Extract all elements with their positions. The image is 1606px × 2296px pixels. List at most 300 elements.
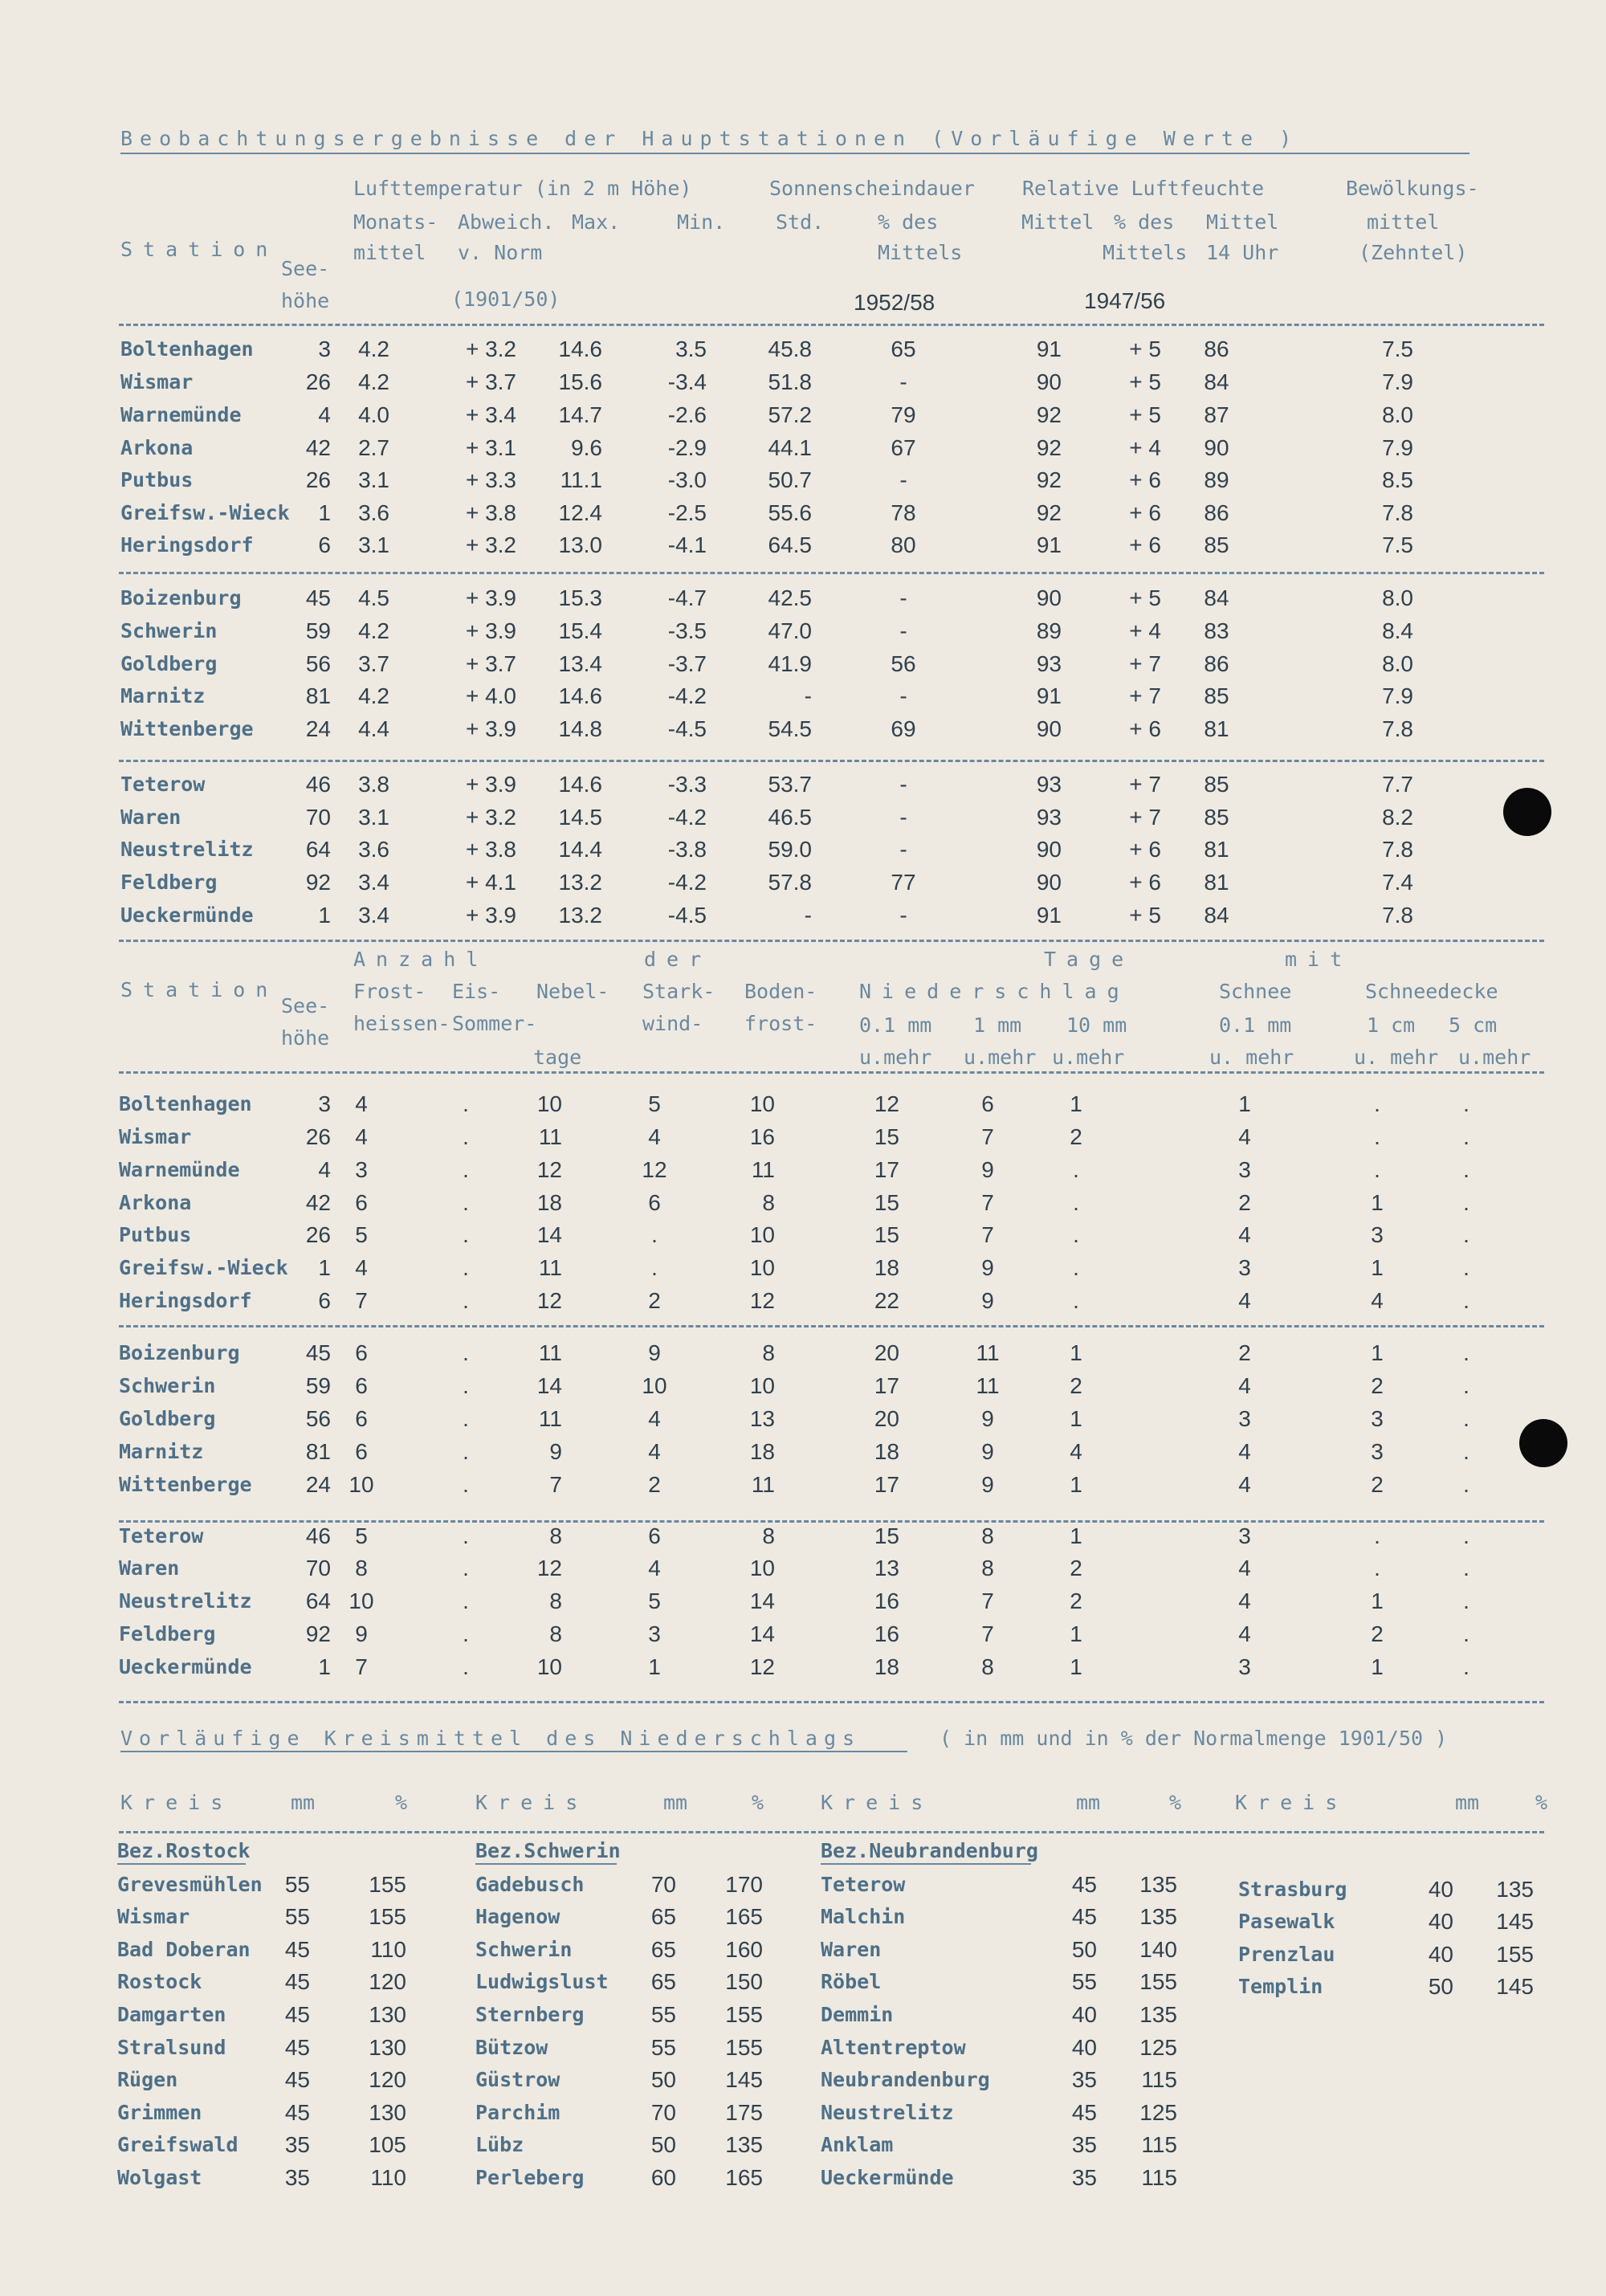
header-sonnen-period: 1952/58 (854, 290, 935, 315)
cell-abweichung: + 4.0 (465, 683, 516, 708)
cell-monatsmittel: 4.2 (358, 618, 389, 643)
cell-eistage: . (463, 1288, 469, 1313)
cell-eistage: . (463, 1091, 469, 1116)
cell-rel-abweichung: + 4 (1129, 618, 1161, 643)
cell-frosttage: 4 (355, 1255, 368, 1280)
cell-max: 13.2 (558, 903, 602, 928)
cell-max: 13.2 (558, 870, 602, 895)
cell-mittel-14uhr: 85 (1204, 772, 1229, 797)
cell-frosttage: 6 (355, 1373, 368, 1398)
cell-schnee-01mm: 4 (1238, 1373, 1251, 1398)
station-seehoehe: 42 (305, 435, 331, 460)
cell-bewoelkung: 7.8 (1382, 903, 1413, 928)
cell-nebeltage: 11 (538, 1124, 562, 1149)
cell-niederschlag-01mm: 22 (874, 1288, 899, 1313)
header-monatsmittel-1: Monats- (353, 210, 438, 234)
cell-niederschlag-1mm: 6 (981, 1091, 994, 1116)
cell-niederschlag-01mm: 20 (874, 1406, 899, 1431)
cell-bodenfrosttage: 14 (749, 1588, 775, 1613)
station-name: Waren (120, 805, 181, 829)
cell-niederschlag-1mm: 9 (981, 1157, 994, 1182)
header-mittel14-2: 14 Uhr (1206, 241, 1279, 264)
cell-niederschlag-1mm: 9 (981, 1255, 994, 1280)
cell-schneedecke-5cm: . (1463, 1654, 1469, 1679)
cell-frosttage: 6 (355, 1190, 368, 1215)
cell-eistage: . (463, 1472, 469, 1497)
cell-niederschlag-01mm: 15 (874, 1222, 899, 1247)
cell-frosttage: 6 (355, 1439, 368, 1464)
station-seehoehe: 64 (305, 837, 331, 862)
station-seehoehe: 56 (305, 651, 331, 676)
cell-abweichung: + 3.9 (465, 716, 516, 741)
header-rel-period: 1947/56 (1084, 288, 1166, 313)
cell-niederschlag-1mm: 9 (981, 1439, 994, 1464)
cell-min: -4.1 (667, 532, 707, 557)
cell-bewoelkung: 8.0 (1382, 402, 1413, 427)
cell-starkwindtage: 1 (648, 1654, 661, 1679)
cell-bodenfrosttage: 11 (751, 1472, 775, 1497)
cell-mittel-14uhr: 81 (1204, 716, 1229, 741)
cell-eistage: . (463, 1406, 469, 1431)
cell-monatsmittel: 3.1 (358, 467, 389, 492)
kreis-name: Templin (1238, 1975, 1323, 1998)
punch-hole-top (1503, 788, 1551, 836)
header-sd5-1: 5 cm (1449, 1013, 1498, 1037)
station-seehoehe: 92 (305, 1621, 331, 1646)
kreis-pct: 135 (1496, 1877, 1534, 1902)
cell-niederschlag-1mm: 11 (976, 1373, 1000, 1398)
cell-monatsmittel: 4.2 (358, 336, 389, 361)
cell-rel-abweichung: + 5 (1129, 585, 1161, 610)
kreis-name: Grimmen (117, 2101, 202, 2124)
cell-schnee-01mm: 2 (1238, 1190, 1251, 1215)
kreis-mm: 70 (650, 1872, 676, 1897)
table2-header-rule (119, 1071, 1544, 1074)
cell-sonnenstunden: 50.7 (768, 467, 812, 492)
cell-schneedecke-1cm: 3 (1371, 1222, 1384, 1247)
cell-mittel-14uhr: 85 (1204, 805, 1229, 830)
cell-monatsmittel: 4.4 (358, 716, 389, 741)
cell-starkwindtage: 5 (648, 1588, 661, 1613)
kreis-name: Hagenow (475, 1905, 560, 1928)
cell-schneedecke-5cm: . (1463, 1439, 1469, 1464)
kreis-pct: 130 (369, 2100, 406, 2125)
cell-niederschlag-01mm: 18 (874, 1439, 899, 1464)
cell-max: 13.4 (558, 651, 602, 676)
station-seehoehe: 45 (305, 585, 331, 610)
cell-min: -4.2 (667, 683, 707, 708)
cell-sonnenstunden: 54.5 (768, 716, 812, 741)
cell-eistage: . (463, 1373, 469, 1398)
kreis-pct: 110 (370, 1937, 406, 1962)
station-seehoehe: 24 (305, 716, 331, 741)
kreis-pct: 150 (725, 1969, 763, 1994)
cell-niederschlag-1mm: 9 (981, 1406, 994, 1431)
station-name: Boltenhagen (119, 1092, 252, 1115)
table2-group-rule-2 (119, 1520, 1544, 1523)
header-n1-2: u.mehr (964, 1046, 1037, 1069)
cell-abweichung: + 3.4 (465, 402, 516, 427)
cell-rel-abweichung: + 4 (1129, 435, 1161, 460)
cell-abweichung: + 3.9 (465, 772, 516, 797)
cell-min: -3.7 (667, 651, 707, 676)
station-seehoehe: 92 (305, 870, 331, 895)
kreis-pct: 125 (1139, 2035, 1177, 2060)
cell-min: -2.5 (667, 500, 707, 525)
kreis-col-kreis-3: Kreis (821, 1791, 934, 1814)
kreis-mm: 45 (1071, 2100, 1097, 2125)
station-name: Ueckermünde (120, 903, 254, 927)
cell-abweichung: + 3.3 (465, 467, 516, 492)
station-name: Arkona (120, 436, 194, 459)
cell-max: 9.6 (571, 435, 602, 460)
cell-mittel-14uhr: 85 (1204, 683, 1229, 708)
cell-niederschlag-01mm: 18 (874, 1255, 899, 1280)
station-name: Heringsdorf (119, 1289, 252, 1312)
cell-bewoelkung: 7.8 (1382, 837, 1413, 862)
station-seehoehe: 3 (318, 1091, 331, 1116)
station-name: Wittenberge (120, 717, 254, 740)
cell-abweichung: + 3.1 (465, 435, 516, 460)
cell-schnee-01mm: 4 (1238, 1288, 1251, 1313)
kreis-mm: 55 (650, 2002, 676, 2027)
cell-schneedecke-1cm: . (1374, 1124, 1380, 1149)
cell-bewoelkung: 7.8 (1382, 500, 1413, 525)
cell-sonnenstunden: 59.0 (768, 837, 812, 862)
cell-rel-mittel: 92 (1036, 402, 1062, 427)
kreis-mm: 35 (1071, 2165, 1097, 2190)
cell-niederschlag-1mm: 8 (981, 1556, 994, 1580)
kreis-mm: 60 (650, 2165, 676, 2190)
cell-min: 3.5 (675, 336, 707, 361)
station-seehoehe: 45 (305, 1340, 331, 1365)
cell-niederschlag-10mm: 2 (1070, 1373, 1082, 1398)
cell-nebeltage: 18 (536, 1190, 562, 1215)
cell-schneedecke-1cm: . (1374, 1157, 1380, 1182)
kreis-name: Parchim (475, 2101, 560, 2124)
cell-rel-mittel: 93 (1036, 651, 1062, 676)
station-seehoehe: 26 (305, 1222, 331, 1247)
cell-rel-abweichung: + 7 (1129, 683, 1161, 708)
kreis-name: Greifswald (117, 2133, 238, 2156)
kreis-mm: 45 (284, 1937, 310, 1962)
cell-eistage: . (463, 1588, 469, 1613)
kreis-name: Waren (821, 1938, 882, 1961)
cell-abweichung: + 3.7 (465, 651, 516, 676)
station-name: Marnitz (120, 684, 206, 708)
cell-max: 14.6 (558, 772, 602, 797)
table1-group-rule-2 (119, 760, 1544, 762)
cell-schneedecke-1cm: 4 (1371, 1288, 1384, 1313)
station-seehoehe: 59 (305, 1373, 331, 1398)
header-std: Std. (776, 210, 825, 234)
cell-nebeltage: 11 (538, 1255, 562, 1280)
cell-monatsmittel: 4.2 (358, 369, 389, 394)
cell-schneedecke-5cm: . (1463, 1588, 1469, 1613)
cell-starkwindtage: 6 (648, 1523, 661, 1548)
kreis-mm: 40 (1071, 2002, 1097, 2027)
cell-niederschlag-1mm: 7 (981, 1621, 994, 1646)
cell-eistage: . (463, 1190, 469, 1215)
station-name: Greifsw.-Wieck (119, 1256, 288, 1279)
kreis-name: Schwerin (475, 1938, 573, 1961)
kreis-name: Anklam (821, 2133, 894, 2156)
header-station-2: Station (120, 978, 279, 1001)
cell-abweichung: + 3.8 (465, 500, 516, 525)
cell-rel-mittel: 91 (1036, 683, 1062, 708)
cell-niederschlag-01mm: 16 (874, 1621, 899, 1646)
cell-frosttage: 5 (355, 1523, 368, 1548)
header-seehoehe-2-2: höhe (281, 1026, 330, 1050)
cell-sonnenstunden: 64.5 (768, 532, 812, 557)
cell-sonnen-pct: - (899, 369, 907, 394)
kreis-pct: 165 (725, 2165, 763, 2190)
kreis-pct: 130 (369, 2002, 406, 2027)
kreis-col-kreis-2: Kreis (475, 1791, 589, 1814)
cell-max: 13.0 (558, 532, 602, 557)
cell-rel-abweichung: + 6 (1129, 837, 1161, 862)
station-name: Marnitz (119, 1440, 204, 1463)
header-abweichung-1: Abweich. (458, 210, 555, 234)
cell-rel-abweichung: + 5 (1129, 903, 1161, 928)
kreis-name: Güstrow (475, 2068, 560, 2091)
cell-mittel-14uhr: 81 (1204, 837, 1229, 862)
kreis-pct: 115 (1141, 2067, 1177, 2092)
cell-frosttage: 8 (355, 1556, 368, 1580)
header-n10-1: 10 mm (1066, 1013, 1127, 1037)
cell-frosttage: 3 (355, 1157, 368, 1182)
cell-bewoelkung: 8.2 (1382, 805, 1413, 830)
cell-min: -3.0 (667, 467, 707, 492)
kreis-name: Rügen (117, 2068, 178, 2091)
cell-min: -2.9 (667, 435, 707, 460)
cell-monatsmittel: 2.7 (358, 435, 389, 460)
cell-min: -4.5 (667, 903, 707, 928)
station-seehoehe: 1 (318, 1654, 331, 1679)
cell-max: 14.5 (558, 805, 602, 830)
punch-hole-bottom (1519, 1419, 1567, 1467)
cell-schneedecke-1cm: 2 (1371, 1621, 1384, 1646)
cell-abweichung: + 4.1 (465, 870, 516, 895)
station-name: Feldberg (119, 1622, 216, 1646)
cell-starkwindtage: 2 (648, 1288, 661, 1313)
cell-schneedecke-5cm: . (1463, 1340, 1469, 1365)
kreis-pct: 135 (1139, 1872, 1177, 1897)
kreis-name: Damgarten (117, 2003, 226, 2026)
cell-schneedecke-1cm: 1 (1371, 1190, 1384, 1215)
header-max: Max. (572, 210, 621, 234)
kreis-name: Teterow (821, 1873, 906, 1896)
cell-abweichung: + 3.9 (465, 903, 516, 928)
station-seehoehe: 24 (305, 1472, 331, 1497)
cell-sonnen-pct: 69 (891, 716, 916, 741)
table1-end-rule (119, 940, 1544, 942)
kreis-subtitle: ( in mm und in % der Normalmenge 1901/50 ) (940, 1727, 1448, 1750)
cell-max: 14.8 (558, 716, 602, 741)
station-name: Ueckermünde (119, 1655, 252, 1678)
kreis-pct: 145 (725, 2067, 763, 2092)
kreis-mm: 35 (1071, 2132, 1097, 2157)
cell-monatsmittel: 3.7 (358, 651, 389, 676)
cell-eistage: . (463, 1157, 469, 1182)
station-seehoehe: 3 (318, 336, 331, 361)
cell-schneedecke-5cm: . (1463, 1157, 1469, 1182)
cell-niederschlag-1mm: 9 (981, 1472, 994, 1497)
cell-sonnen-pct: - (899, 467, 907, 492)
cell-niederschlag-1mm: 11 (976, 1340, 1000, 1365)
cell-rel-mittel: 90 (1036, 837, 1062, 862)
cell-monatsmittel: 4.2 (358, 683, 389, 708)
cell-schneedecke-1cm: 1 (1371, 1255, 1384, 1280)
cell-niederschlag-10mm: . (1073, 1288, 1079, 1313)
cell-nebeltage: 12 (536, 1556, 562, 1580)
cell-sonnenstunden: 42.5 (768, 585, 812, 610)
cell-starkwindtage: 5 (648, 1091, 661, 1116)
cell-schnee-01mm: 3 (1238, 1654, 1251, 1679)
station-name: Teterow (119, 1524, 204, 1548)
cell-starkwindtage: 9 (648, 1340, 661, 1365)
station-seehoehe: 81 (305, 683, 331, 708)
bezirk-schwerin-underline (475, 1863, 617, 1865)
cell-max: 12.4 (558, 500, 602, 525)
cell-max: 14.6 (558, 683, 602, 708)
header-sd1-2: u. mehr (1354, 1046, 1439, 1069)
cell-eistage: . (463, 1523, 469, 1548)
cell-monatsmittel: 4.0 (358, 402, 389, 427)
kreis-name: Rostock (117, 1970, 202, 1993)
cell-sonnenstunden: - (804, 683, 812, 708)
cell-mittel-14uhr: 83 (1204, 618, 1229, 643)
cell-schnee-01mm: 4 (1238, 1124, 1251, 1149)
kreis-pct: 155 (1139, 1969, 1177, 1994)
header-station: Station (120, 238, 279, 261)
kreis-pct: 145 (1496, 1974, 1534, 1999)
station-seehoehe: 42 (305, 1190, 331, 1215)
cell-bewoelkung: 8.4 (1382, 618, 1413, 643)
station-seehoehe: 46 (305, 772, 331, 797)
cell-schneedecke-1cm: 1 (1371, 1340, 1384, 1365)
cell-bodenfrosttage: 10 (749, 1222, 775, 1247)
kreis-pct: 155 (369, 1904, 406, 1929)
cell-max: 14.4 (558, 837, 602, 862)
kreis-pct: 155 (369, 1872, 406, 1897)
cell-starkwindtage: 4 (648, 1439, 661, 1464)
header-n01-1: 0.1 mm (859, 1013, 932, 1037)
cell-mittel-14uhr: 85 (1204, 532, 1229, 557)
cell-abweichung: + 3.2 (465, 532, 516, 557)
kreis-pct: 135 (1139, 1904, 1177, 1929)
kreis-mm: 45 (284, 2067, 310, 2092)
cell-starkwindtage: . (651, 1222, 658, 1247)
cell-starkwindtage: 10 (642, 1373, 667, 1398)
header-eis-2: Sommer- (452, 1012, 537, 1035)
cell-nebeltage: 8 (549, 1588, 562, 1613)
kreis-col-mm-3: mm (1076, 1791, 1101, 1814)
header-mittel14-1: Mittel (1206, 210, 1279, 234)
header-tage-bottom: tage (533, 1046, 582, 1069)
cell-bodenfrosttage: 18 (749, 1439, 775, 1464)
cell-schneedecke-1cm: 1 (1371, 1654, 1384, 1679)
cell-bodenfrosttage: 10 (749, 1373, 775, 1398)
cell-bodenfrosttage: 12 (749, 1654, 775, 1679)
cell-mittel-14uhr: 90 (1204, 435, 1229, 460)
cell-bewoelkung: 7.9 (1382, 435, 1413, 460)
cell-starkwindtage: 3 (648, 1621, 661, 1646)
cell-frosttage: 6 (355, 1406, 368, 1431)
cell-mittel-14uhr: 89 (1204, 467, 1229, 492)
cell-schneedecke-5cm: . (1463, 1373, 1469, 1398)
kreis-name: Prenzlau (1238, 1943, 1335, 1966)
kreis-col-kreis-4: Kreis (1235, 1791, 1348, 1814)
cell-bodenfrosttage: 10 (749, 1255, 775, 1280)
cell-schnee-01mm: 3 (1238, 1406, 1251, 1431)
cell-sonnen-pct: 77 (891, 870, 916, 895)
cell-niederschlag-10mm: 2 (1070, 1124, 1082, 1149)
cell-bewoelkung: 7.4 (1382, 870, 1413, 895)
station-name: Neustrelitz (119, 1589, 252, 1613)
station-name: Wismar (120, 370, 194, 394)
station-name: Putbus (119, 1223, 192, 1246)
table1-header-rule (119, 324, 1544, 326)
kreis-name: Demmin (821, 2003, 894, 2026)
cell-sonnenstunden: - (804, 903, 812, 928)
header-eis-1: Eis- (452, 980, 501, 1003)
cell-niederschlag-01mm: 12 (874, 1091, 899, 1116)
cell-mittel-14uhr: 84 (1204, 585, 1229, 610)
kreis-mm: 55 (284, 1872, 310, 1897)
cell-sonnenstunden: 46.5 (768, 805, 812, 830)
cell-niederschlag-1mm: 7 (981, 1588, 994, 1613)
cell-sonnenstunden: 45.8 (768, 336, 812, 361)
cell-mittel-14uhr: 86 (1204, 336, 1229, 361)
cell-sonnen-pct: 56 (891, 651, 916, 676)
cell-niederschlag-10mm: 1 (1070, 1654, 1082, 1679)
cell-niederschlag-10mm: 1 (1070, 1472, 1082, 1497)
station-name: Boizenburg (119, 1341, 240, 1364)
kreis-pct: 170 (725, 1872, 763, 1897)
header-anzahl: Anzahl (353, 948, 489, 971)
cell-eistage: . (463, 1255, 469, 1280)
kreis-pct: 120 (369, 2067, 406, 2092)
kreis-mm: 70 (650, 2100, 676, 2125)
kreis-name: Bad Doberan (117, 1938, 251, 1961)
cell-niederschlag-01mm: 17 (874, 1373, 899, 1398)
header-n01-2: u.mehr (859, 1046, 932, 1069)
kreis-mm: 65 (650, 1904, 676, 1929)
cell-niederschlag-01mm: 15 (874, 1190, 899, 1215)
station-seehoehe: 4 (318, 402, 331, 427)
cell-rel-mittel: 89 (1036, 618, 1062, 643)
cell-niederschlag-01mm: 20 (874, 1340, 899, 1365)
cell-nebeltage: 11 (538, 1340, 562, 1365)
cell-rel-mittel: 93 (1036, 805, 1062, 830)
station-seehoehe: 26 (305, 369, 331, 394)
cell-monatsmittel: 3.4 (358, 870, 389, 895)
cell-schneedecke-5cm: . (1463, 1523, 1469, 1548)
cell-monatsmittel: 3.6 (358, 837, 389, 862)
header-boden-1: Boden- (744, 980, 817, 1003)
cell-schneedecke-5cm: . (1463, 1288, 1469, 1313)
cell-mittel-14uhr: 81 (1204, 870, 1229, 895)
cell-nebeltage: 14 (536, 1222, 562, 1247)
cell-eistage: . (463, 1556, 469, 1580)
cell-frosttage: 10 (349, 1588, 374, 1613)
header-rel-pct-1: % des (1114, 210, 1175, 234)
station-name: Schwerin (120, 619, 218, 642)
station-name: Feldberg (120, 871, 218, 894)
table2-end-rule (119, 1701, 1544, 1703)
cell-bodenfrosttage: 14 (749, 1621, 775, 1646)
